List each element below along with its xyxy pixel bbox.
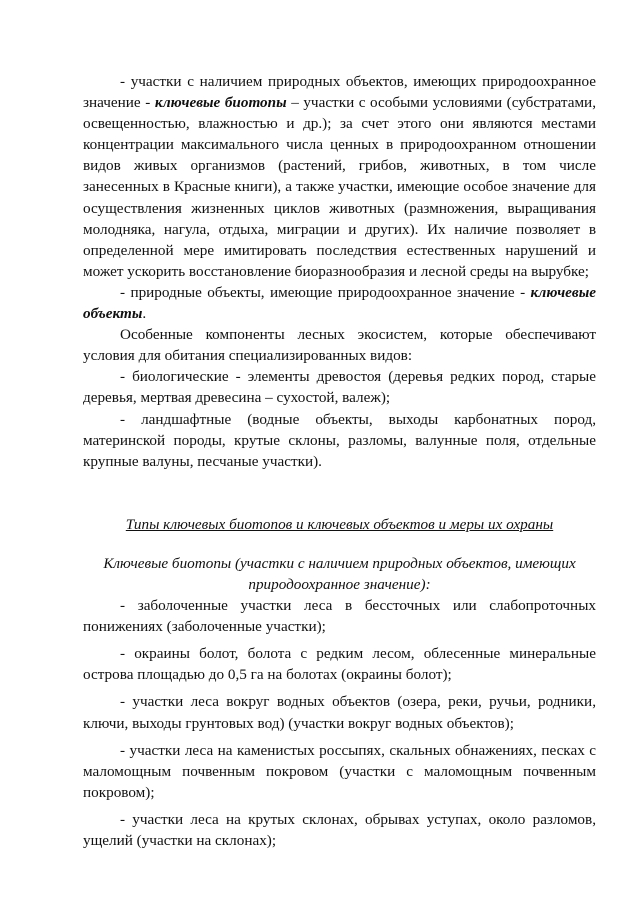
list-item: - участки леса на каменистых россыпях, скальных обнажениях, песках с маломощным почвенным покровом (участки с маломощным почвенным покровом);: [83, 741, 596, 801]
paragraph-text: – участки с особыми условиями (субстратами, освещенностью, влажностью и др.); за счет этого они являются местами концентрации максимального числа ценных в природоохранном отношении видов живых организмов (растений, грибов, животных, в том числе занесенных в Красные книги), а также участки, имеющие особое значение для осуществления жизненных циклов животных (размножения, выращивания молодняка, нагула, отдыха, миграции и других). Их наличие позволяет в определенной мере имитировать последствия естественных нарушений и может ускорить восстановление биоразнообразия и лесной среды на вырубке;: [83, 94, 596, 280]
paragraph-text: - природные объекты, имеющие природоохранное значение -: [120, 283, 531, 301]
paragraph-biological: - биологические - элементы древостоя (деревья редких пород, старые деревья, мертвая древесина – сухостой, валеж);: [83, 368, 596, 407]
section-heading: Типы ключевых биотопов и ключевых объектов и меры их охраны: [125, 515, 554, 533]
list-item: - заболоченные участки леса в бессточных или слабопроточных понижениях (заболоченные участки);: [83, 597, 596, 636]
paragraph-text: - участки с наличием природных объектов, имеющих природоохранное значение -: [83, 73, 596, 112]
paragraph-key-biotopes: [83, 71, 596, 282]
key-biotopes-term: ключевые биотопы: [154, 94, 287, 112]
paragraph-key-objects: [83, 282, 596, 324]
list-item: - участки леса на крутых склонах, обрывах уступах, около разломов, ущелий (участки на склонах);: [83, 810, 596, 849]
key-objects-term: ключевые объекты: [83, 283, 596, 323]
document-page: [83, 71, 596, 851]
paragraph-landscape: - ландшафтные (водные объекты, выходы карбонатных пород, материнской породы, крутые склоны, разломы, валунные поля, отдельные крупные валуны, песчаные участки).: [83, 410, 596, 470]
paragraph-components: Особенные компоненты лесных экосистем, которые обеспечивают условия для обитания специализированных видов:: [83, 326, 596, 365]
list-item: - окраины болот, болота с редким лесом, облесенные минеральные острова площадью до 0,5 га на болотах (окраины болот);: [83, 645, 596, 684]
list-item: - участки леса вокруг водных объектов (озера, реки, ручьи, родники, ключи, выходы грунтовых вод) (участки вокруг водных объектов);: [83, 693, 596, 732]
paragraph-text: .: [142, 305, 147, 323]
section-subheading: Ключевые биотопы (участки с наличием природных объектов, имеющих природоохранное значение):: [103, 554, 576, 593]
